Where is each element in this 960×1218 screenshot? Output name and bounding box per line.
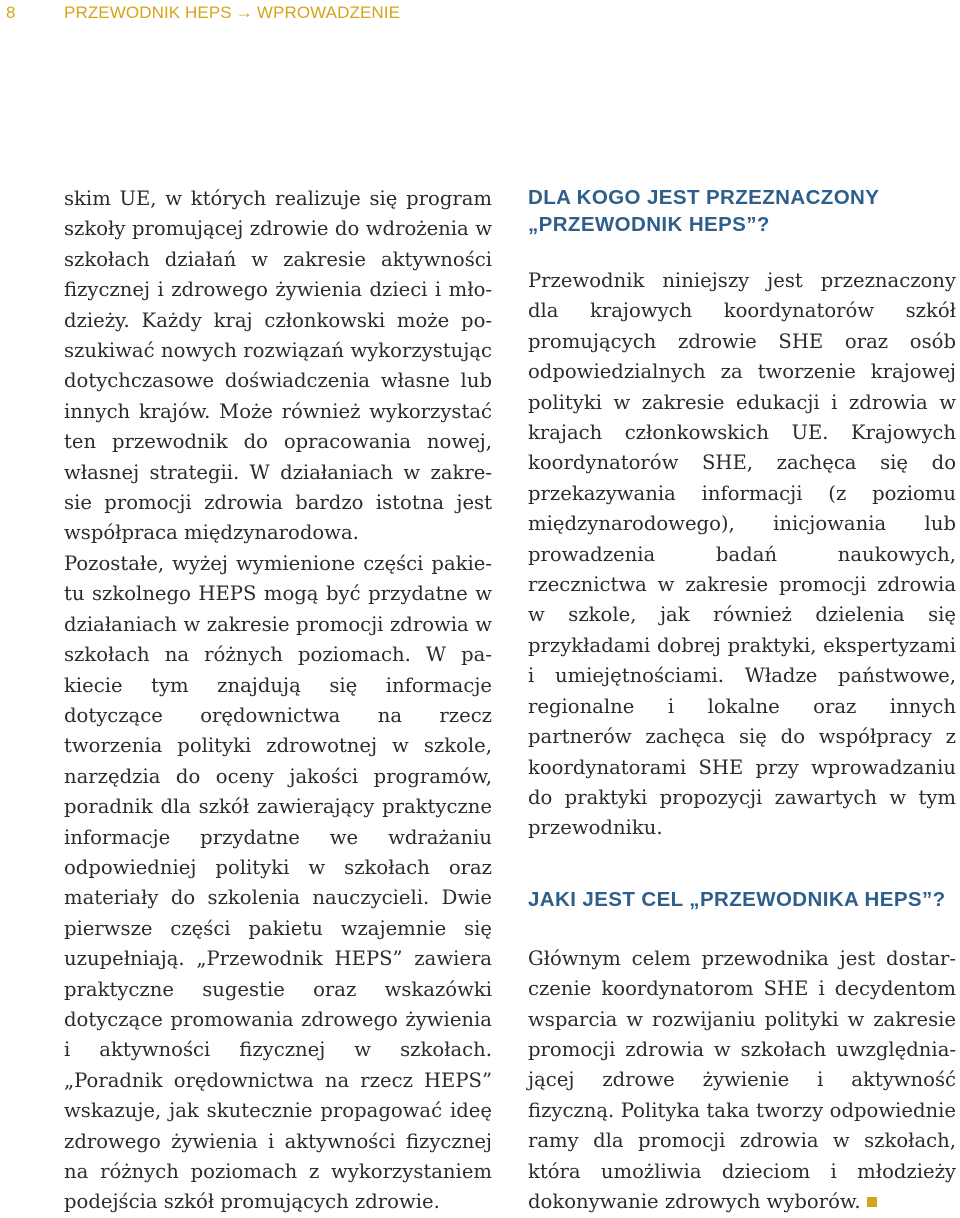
right-paragraph-2 — [528, 944, 956, 1218]
left-paragraph-2: Pozostałe, wyżej wymienione części pakietu szkolnego HEPS mogą być przydatne w działaniach w zakresie promocji zdrowia w szkołach na różnych poziomach. W pakiecie tym znajdują się informacje dotyczące orędownictwa na rzecz tworzenia polityki zdrowotnej w szkole, narzędzia do oceny jakości programów, poradnik dla szkół zawierający praktyczne informacje przydatne we wdrażaniu odpowiedniej polityki w szkołach oraz materiały do szkolenia nauczycieli. Dwie pierwsze części pakietu wzajemnie się uzupełniają. „Przewodnik HEPS” zawiera praktyczne sugestie oraz wskazówki dotyczące promowania zdrowego żywienia i aktywności fizycznej w szkołach. „Poradnik orędownictwa na rzecz HEPS” wskazuje, jak skutecznie propagować ideę zdrowego żywienia i aktywności fizycznej na różnych poziomach z wykorzystaniem podejścia szkół promujących zdrowie. — [64, 551, 492, 1214]
running-head-subsection: WPROWADZENIE — [256, 3, 401, 22]
page-number-box — [0, 0, 42, 40]
left-column — [64, 184, 492, 1218]
page-number: 8 — [6, 3, 16, 22]
end-of-section-square-icon — [867, 1197, 877, 1207]
right-paragraph-2-text: Głównym celem przewodnika jest dostarczenie koordynatorom SHE i decydentom wsparcia w rozwijaniu polityki w zakresie promocji zdrowia w szkołach uwzględniającej zdrowe żywienie i aktywność fizyczną. Polityka taka tworzy odpowiednie ramy dla promocji zdrowia w szkołach, która umożliwia dzieciom i młodzieży dokonywanie zdrowych wyborów. — [528, 946, 956, 1213]
left-paragraph-1: skim UE, w których realizuje się program szkoły promującej zdrowie do wdrożenia w szkołach działań w zakresie aktywności fizycznej i zdrowego żywienia dzieci i młodzieży. Każdy kraj członkowski może poszukiwać nowych rozwiązań wykorzystując dotychczasowe doświadczenia własne lub innych krajów. Może również wykorzystać ten przewodnik do opracowania nowej, własnej strategii. W działaniach w zakresie promocji zdrowia bardzo istotna jest współpraca międzynarodowa. — [64, 187, 492, 545]
right-paragraph-1: Przewodnik niniejszy jest przeznaczony dla krajowych koordynatorów szkół promujących zdrowie SHE oraz osób odpowiedzialnych za tworzenie krajowej polityki w zakresie edukacji i zdrowia w krajach członkowskich UE. Krajowych koordynatorów SHE, zachęca się do przekazywania informacji (z poziomu międzynarodowego), inicjowania lub prowadzenia badań naukowych, rzecznictwa w zakresie promocji zdrowia w szkole, jak również dzielenia się przykładami dobrej praktyki, ekspertyzami i umiejętnościami. Władze państwowe, regionalne i lokalne oraz innych partnerów zachęca się do współpracy z koordynatorami SHE przy wprowadzaniu do praktyki propozycji zawartych w tym przewodniku. — [528, 269, 956, 840]
right-column — [528, 184, 956, 1217]
running-head — [64, 3, 400, 23]
heading-for-whom: DLA KOGO JEST PRZEZNACZONY „PRZEWODNIK HEPS”? — [528, 186, 879, 236]
heading-purpose: JAKI JEST CEL „PRZEWODNIKA HEPS”? — [528, 887, 946, 911]
running-head-section: PRZEWODNIK HEPS — [64, 3, 232, 22]
arrow-right-icon: → — [235, 3, 253, 22]
